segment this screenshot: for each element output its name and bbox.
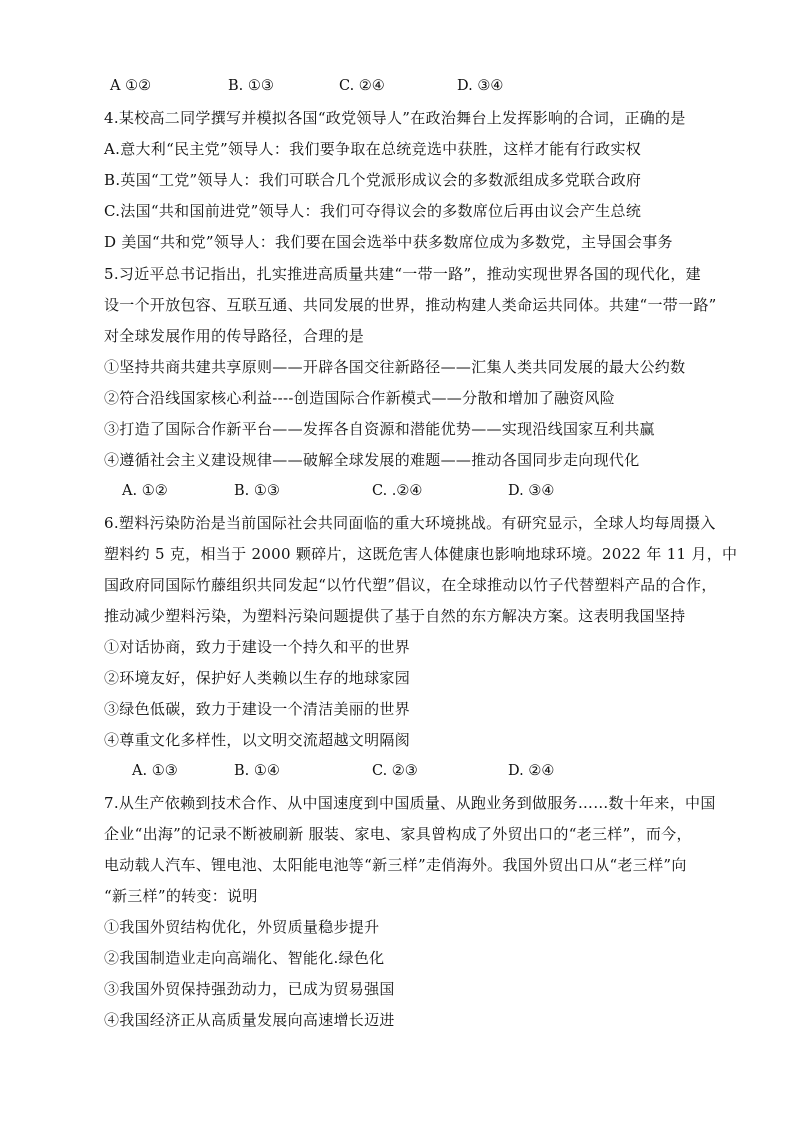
q7-stem-line-2: 企业“出海”的记录不断被刷新 服装、家电、家具曾构成了外贸出口的“老三样”，而今， [104, 825, 692, 843]
q6-stem-line-4: 推动减少塑料污染，为塑料污染问题提供了基于自然的东方解决方案。这表明我国坚持 [104, 607, 686, 625]
q7-item-4: ④我国经济正从高质量发展向高速增长迈进 [104, 1011, 395, 1029]
q7-item-1: ①我国外贸结构优化，外贸质量稳步提升 [104, 918, 380, 936]
q7-item-3: ③我国外贸保持强劲动力，已成为贸易强国 [104, 980, 395, 998]
q6-item-2: ②环境友好，保护好人类赖以生存的地球家园 [104, 669, 411, 687]
q6-stem-line-2: 塑料约 5 克，相当于 2000 颗碎片，这既危害人体健康也影响地球环境。2022 年 11 月，中 [104, 545, 738, 563]
q5-stem-line-2: 设一个开放包容、互联互通、共同发展的世界，推动构建人类命运共同体。共建“一带一路” [104, 296, 717, 314]
q4-choice-c: C.法国“共和国前进党”领导人：我们可夺得议会的多数席位后再由议会产生总统 [104, 202, 642, 220]
q6-item-3: ③绿色低碳，致力于建设一个清洁美丽的世界 [104, 700, 411, 718]
q7-item-2: ②我国制造业走向高端化、智能化.绿色化 [104, 949, 385, 967]
q6-option-a: A. ①③ [132, 763, 178, 779]
q6-stem-line-3: 国政府同国际竹藤组织共同发起“以竹代塑”倡议，在全球推动以竹子代替塑料产品的合作， [104, 576, 717, 594]
q5-option-a: A. ①② [122, 483, 168, 499]
q5-option-d: D. ③④ [508, 483, 555, 499]
q3-option-a: A ①② [110, 78, 152, 94]
q7-stem-line-1: 7.从生产依赖到技术合作、从中国速度到中国质量、从跑业务到做服务……数十年来，中国 [104, 794, 716, 812]
q5-option-b: B. ①③ [234, 483, 280, 499]
q5-option-c: C. .②④ [372, 483, 423, 499]
q4-choice-b: B.英国“工党”领导人：我们可联合几个党派形成议会的多数派组成多党联合政府 [104, 171, 642, 189]
q3-option-d: D. ③④ [457, 78, 504, 94]
q5-item-1: ①坚持共商共建共享原则——开辟各国交往新路径——汇集人类共同发展的最大公约数 [104, 358, 686, 376]
q7-stem-line-4: “新三样”的转变：说明 [104, 887, 258, 905]
q4-choice-a: A.意大利“民主党”领导人：我们要争取在总统竞选中获胜，这样才能有行政实权 [104, 140, 642, 158]
q5-item-4: ④遵循社会主义建设规律——破解全球发展的难题——推动各国同步走向现代化 [104, 451, 640, 469]
q5-item-2: ②符合沿线国家核心利益----创造国际合作新模式——分散和增加了融资风险 [104, 389, 616, 407]
q4-stem: 4.某校高二同学撰写并模拟各国“政党领导人”在政治舞台上发挥影响的合词，正确的是 [104, 109, 686, 127]
q7-stem-line-3: 电动载人汽车、锂电池、太阳能电池等“新三样”走俏海外。我国外贸出口从“老三样”向 [104, 856, 687, 874]
q3-option-c: C. ②④ [339, 78, 385, 94]
q5-item-3: ③打造了国际合作新平台——发挥各自资源和潜能优势——实现沿线国家互利共赢 [104, 420, 655, 438]
q5-stem-line-3: 对全球发展作用的传导路径，合理的是 [104, 327, 365, 345]
q6-item-1: ①对话协商，致力于建设一个持久和平的世界 [104, 638, 411, 656]
q6-stem-line-1: 6.塑料污染防治是当前国际社会共同面临的重大环境挑战。有研究显示，全球人均每周摄入 [104, 514, 716, 532]
q6-item-4: ④尊重文化多样性，以文明交流超越文明隔阂 [104, 731, 411, 749]
q3-option-b: B. ①③ [228, 78, 274, 94]
q6-option-c: C. ②③ [372, 763, 418, 779]
q5-stem-line-1: 5.习近平总书记指出，扎实推进高质量共建“一带一路”，推动实现世界各国的现代化，建 [104, 265, 701, 283]
q6-option-b: B. ①④ [234, 763, 280, 779]
q4-choice-d: D 美国“共和党”领导人：我们要在国会选举中获多数席位成为多数党，主导国会事务 [104, 233, 673, 251]
q6-option-d: D. ②④ [508, 763, 555, 779]
